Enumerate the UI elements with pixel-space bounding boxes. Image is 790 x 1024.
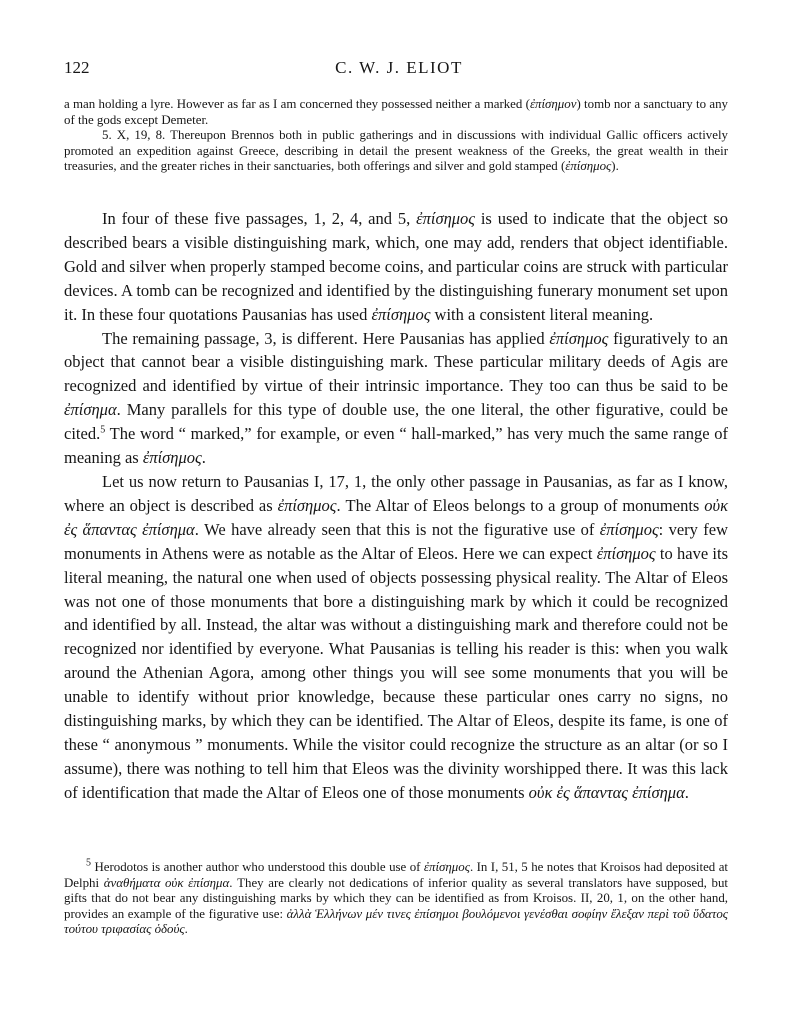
paragraph-1: In four of these five passages, 1, 2, 4, and 5, ἐπίσημος is used to indicate that the object so described bears a visible distinguishing mark, which, one may add, renders that object identifiable. Gold and silver when properly stamped become coins, and particular coins are struck with particular devices. A tomb can be recognized and identified by the distinguishing funerary monument set upon it. In these four quotations Pausanias has used ἐπίσημος with a consistent literal meaning. bbox=[64, 209, 729, 324]
greek-term: ἐπίσημος bbox=[423, 860, 470, 874]
paragraph-2: The remaining passage, 3, is different. Here Pausanias has applied ἐπίσημος figuratively to an object that cannot bear a visible distinguishing mark. These particular military deeds of Agis are recognized and identified by virtue of their intrinsic importance. They too can thus be said to be ἐπίσημα. Many parallels for this type of double use, the one literal, the other figurative, could be cited.$^5$ The word “ marked,” for example, or even “ hall-marked,” has very much the same range of meaning as ἐπίσημος. bbox=[64, 328, 728, 468]
greek-phrase: οὐκ ἐς ἅπαντας ἐπίσημα bbox=[64, 495, 728, 539]
running-head: C. W. J. ELIOT bbox=[335, 58, 463, 77]
greek-term: ἐπίσημος bbox=[142, 448, 202, 468]
paragraph-3: Let us now return to Pausanias I, 17, 1, the only other passage in Pausanias, as far as I know, where an object is described as ἐπίσημος. The Altar of Eleos belongs to a group of monuments οὐκ ἐς ἅπαντας ἐπίσημα. We have already seen that this is not the figurative use of ἐπίσημος: very few monuments in Athens were as notable as the Altar of Eleos. Here we can expect ἐπίσημος to have its literal meaning, the natural one when used of objects possessing physical reality. The Altar of Eleos was not one of those monuments that bore a distinguishing mark by which it could be recognized and identified by all. Instead, the altar was without a distinguishing mark and therefore could not be recognized nor identified by everyone. What Pausanias is telling his reader is this: when you walk around the Athenian Agora, among other things you will see some monuments that you will be unable to identify without prior knowledge, because these particular ones carry no signs, no distinguishing marks, by which they can be identified. The Altar of Eleos, despite its fame, is one of these “ anonymous ” monuments. While the visitor could recognize the structure as an altar (or so I assume), there was nothing to tell him that Eleos was the divinity worshipped there. It was this lack of identification that made the Altar of Eleos one of those monuments οὐκ ἐς ἅπαντας ἐπίσημα. bbox=[64, 471, 728, 802]
greek-phrase: ἀλλὰ Ἑλλήνων μέν τινες ἐπίσημοι βουλόμενοι γενέσθαι σοφίην ἔλεξαν περὶ τοῦ ὕδατος τούτου τριφασίας ὁδούς bbox=[64, 906, 728, 936]
footnote-5: $^5$ Herodotos is another author who understood this double use of ἐπίσημος. In I, 51, 5 he notes that Kroisos had deposited at Delphi ἀναθήματα οὐκ ἐπίσημα. They are clearly not dedications of inferior quality as several translators have supposed, but gifts that do not bear any distinguishing marks by which they can be identified as from Kroisos. II, 20, 1, on the other hand, provides an example of the figurative use: ἀλλὰ Ἑλλήνων μέν τινες ἐπίσημοι βουλόμενοι γενέσθαι σοφίην ἔλεξαν περὶ τοῦ ὕδατος τούτου τριφασίας ὁδούς. bbox=[64, 857, 728, 936]
greek-term: ἐπίσημος bbox=[416, 209, 475, 228]
footnote-reference[interactable]: 5 bbox=[100, 424, 106, 436]
quoted-passages bbox=[64, 97, 728, 175]
greek-term: ἐπίσημος bbox=[599, 519, 659, 539]
quote-item-5: 5. X, 19, 8. Thereupon Brennos both in public gatherings and in discussions with individual Gallic officers actively promoted an expedition against Greece, describing in detail the present weakness of the Greeks, the great wealth in their treasuries, and the greater riches in their sanctuaries, both offerings and silver and gold stamped (ἐπίσημος). bbox=[64, 128, 728, 173]
greek-term: ἐπίσημα bbox=[64, 400, 117, 420]
page-header bbox=[64, 58, 734, 82]
greek-term: ἐπίσημος bbox=[549, 328, 609, 348]
greek-term: ἐπίσημος bbox=[277, 495, 337, 515]
body-text bbox=[64, 207, 728, 805]
greek-term: ἐπίσημος bbox=[565, 159, 612, 173]
greek-term: ἐπίσημος bbox=[371, 304, 431, 324]
page-number: 122 bbox=[64, 58, 90, 77]
quote-continuation: a man holding a lyre. However as far as I am concerned they possessed neither a marked (ἐπίσημον) tomb nor a sanctuary to any of the gods except Demeter. bbox=[64, 97, 728, 127]
footnote-mark: 5 bbox=[86, 857, 91, 869]
greek-phrase: οὐκ ἐς ἅπαντας ἐπίσημα bbox=[528, 782, 685, 802]
greek-term: ἐπίσημον bbox=[529, 97, 577, 111]
footnote bbox=[64, 857, 728, 938]
greek-phrase: ἀναθήματα οὐκ ἐπίσημα bbox=[103, 875, 230, 890]
greek-term: ἐπίσημος bbox=[596, 543, 656, 563]
